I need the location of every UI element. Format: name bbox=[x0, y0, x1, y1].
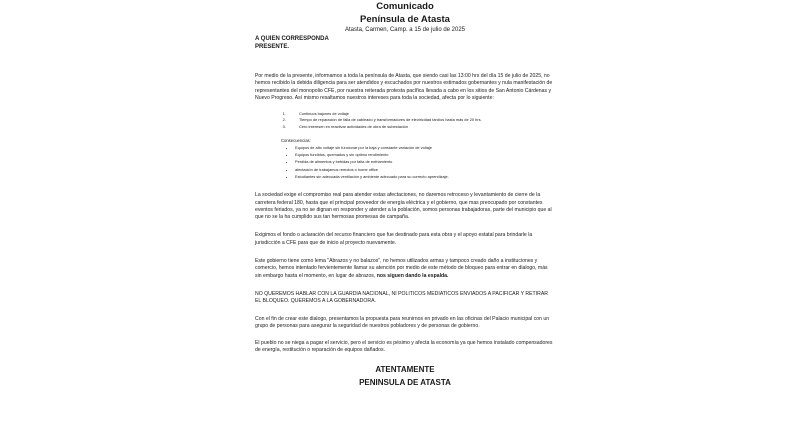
signature-name: PENINSULA DE ATASTA bbox=[359, 377, 451, 387]
paragraph-proposal: Con el fin de crear este dialogo, presentamos la propuesta para reunirnos en privado en las oficinas del Palacio municipal con un grupo de personas para asegurar la seguridad de nuestros pobladores y de personas de gobierno. bbox=[255, 315, 550, 329]
consequence-item: • Perdida de alimentos y bebidas por falta de enfriamiento bbox=[295, 158, 555, 165]
paragraph-motto-text: Este gobierno tiene como lema "Abrazos y no balazos", no hemos utilizados armas y tampoco creado daño a instituciones y comercio, hemos intentado fervientemente llamar su atención por medio de este método de bloqueo para entrar en dialogo, más sin embargo hasta el momento, en lugar de abrazos, bbox=[255, 258, 548, 279]
paragraph-demands: La sociedad exige el compromiso real para atender estas afectaciones, no daremos retroceso y levantamiento de cierre de la carretera federal 180, hasta que el principal proveedor de energía eléctrica y el gobierno, que mas preocupado por constantes eventos feriados, ya no se dignan en responder y atender a la población, somos personas trabajadoras, parte del municipio que al que no se la ha cumplido sus tan hermosas promesas de campaña. bbox=[255, 192, 552, 221]
paragraph-motto-bold: nos siguen dando la espalda. bbox=[376, 272, 449, 279]
salutation-line-2: PRESENTE. bbox=[255, 43, 290, 50]
consequence-item: • Estudiantes sin adecuada ventilación y ambiente adecuado para su correcto aprendizaje. bbox=[295, 173, 555, 180]
consequences-label: Consecuencias: bbox=[281, 137, 311, 143]
paragraph-service: El pueblo no se niega a pagar el servicio, pero el servicio es pésimo y afecta la economía ya que hemos instalado compensadores de energía, restitución o reparación de equipos dañados. bbox=[255, 340, 553, 354]
intro-paragraph: Por medio de la presente, informamos a toda la península de Atasta, que siendo casi las 13:00 hrs del día 15 de julio de 2025, no hemos recibido la debida diligencia para ser atendidos y escuchados por nuestros estimados gobernantes y nula manifestación de representantes del monopolio CFE, por nuestra reiterada protesta pacífica llevada a cabo en los sitios de San Antonio Cárdenas y Nuevo Progreso. Así mismo resaltamos nuestros intereses para toda la sociedad, afecta por lo siguiente: bbox=[255, 73, 553, 101]
signature-closing: ATENTAMENTE bbox=[375, 364, 435, 374]
paragraph-motto bbox=[255, 258, 555, 280]
paragraph-funding: Exigimos el fondo o aclaración del recurso financiero que fue destinado para esta obra y el apoyo estatal para brindarle la jurisdicción a CFE para que de inicio al proyecto nuevamente. bbox=[255, 232, 533, 246]
paragraph-no-guard: NO QUEREMOS HABLAR CON LA GUARDIA NACIONAL, NI POLITICOS MEDIATICOS ENVIADOS A PACIFICAR Y RETIRAR EL BLOQUEO. QUEREMOS A LA GOBERNADORA. bbox=[255, 290, 548, 305]
consequences-list bbox=[255, 144, 555, 180]
salutation-line-1: A QUIEN CORRESPONDA bbox=[255, 36, 329, 42]
document-page bbox=[255, 0, 555, 445]
consequence-item: • afectación de trabajamos remotos o home office bbox=[295, 166, 555, 173]
dateline: Atasta, Carmen, Camp. a 15 de julio de 2025 bbox=[344, 27, 466, 33]
issues-list bbox=[255, 111, 555, 130]
document-subtitle: Península de Atasta bbox=[360, 14, 450, 25]
issue-item: 1. Continuos bajones de voltaje bbox=[287, 111, 555, 117]
document-title: Comunicado bbox=[376, 1, 434, 12]
consequence-item: • Equipos de alto voltaje sin funcionar por la baja y constante variación de voltaje bbox=[295, 144, 555, 151]
issue-item: 2. Tiempo de reparación de falla de cableado y transformadores de electricidad tardíos hasta más de 20 hrs. bbox=[287, 117, 555, 123]
consequence-item: • Equipos fundidos, quemados y sin optimo rendimiento bbox=[295, 151, 555, 158]
issue-item: 3. Cero interesen en reactivar actividades de obra de subestación bbox=[287, 124, 555, 130]
